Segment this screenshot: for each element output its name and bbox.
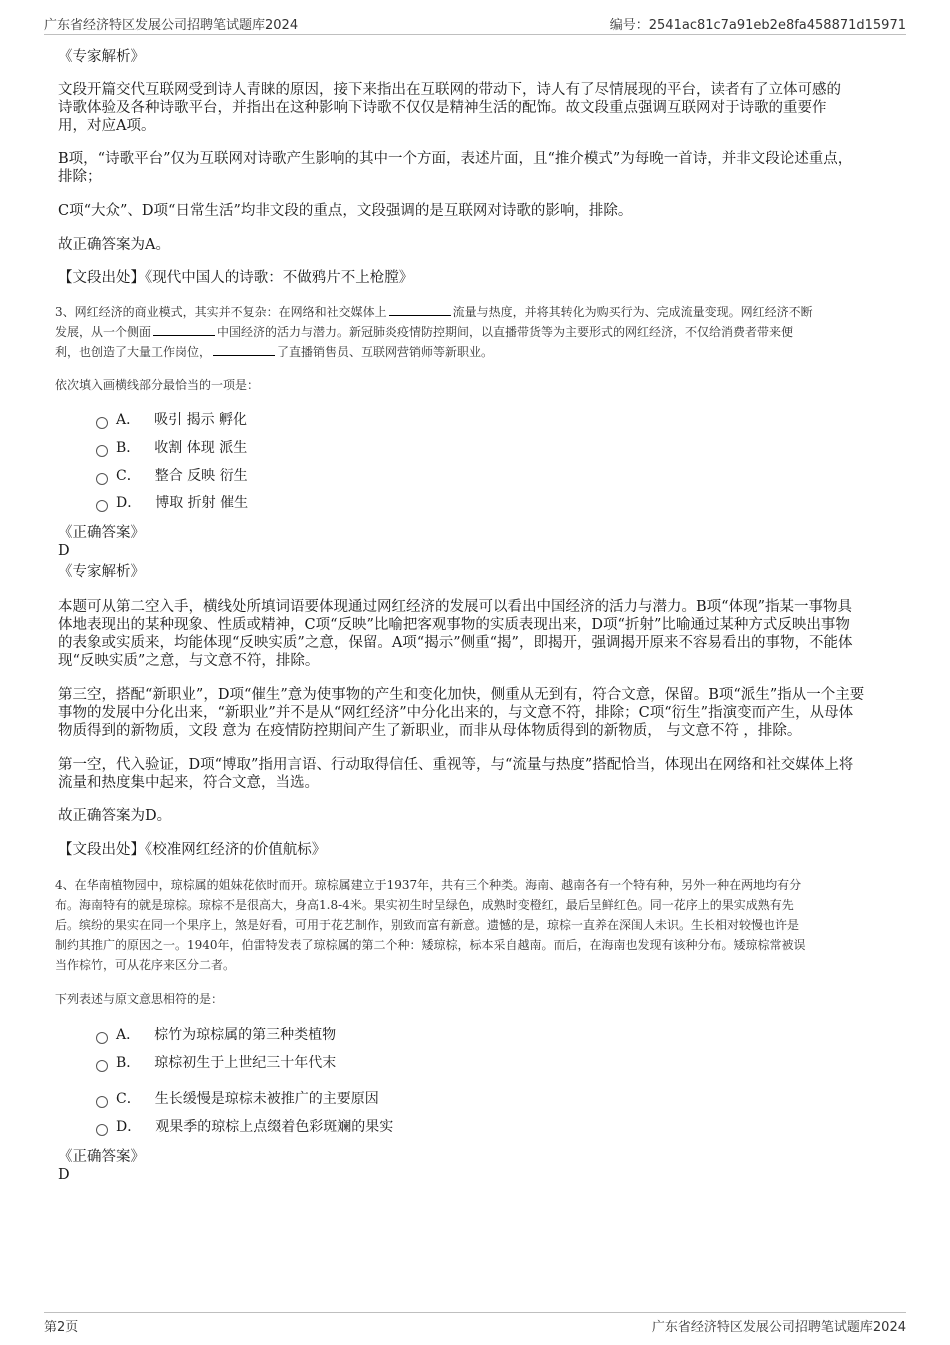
header-code: 编号：2541ac81c7a91eb2e8fa458871d15971 xyxy=(609,18,906,33)
q4-stem-line5: 当作棕竹，可从花序来区分二者。 xyxy=(55,958,236,972)
q3-analysis-p2-line2: 事物的发展中分化出来，“新职业”并不是从“网红经济”中分化出来的，与文意不符，排除；C项“衍生”指演变而产生，从母体 xyxy=(58,705,854,721)
q3-analysis-p2-line1: 第三空，搭配“新职业”，D项“催生”意为使事物的产生和变化加快，侧重从无到有，符合文意，保留。B项“派生”指从一个主要 xyxy=(58,687,865,703)
q4-answer: D xyxy=(58,1167,70,1183)
q2-analysis-p2-line1: B项，“诗歌平台”仅为互联网对诗歌产生影响的其中一个方面，表述片面，且“推介模式”为每晚一首诗，并非文段论述重点， xyxy=(58,151,853,167)
q3-answer-label: 《正确答案》 xyxy=(58,525,145,541)
q4-stem-line2: 布。海南特有的就是琼棕。琼棕不是很高大，身高1.8-4米。果实初生时呈绿色，成熟时变橙红，最后呈鲜红色。同一花序上的果实成熟有先 xyxy=(55,898,794,912)
q3-stem-line1: 3、网红经济的商业模式，其实并不复杂：在网络和社交媒体上 流量与热度，并将其转化为购买行为、完成流量变现。网红经济不断 xyxy=(55,305,813,319)
q3-analysis-p1-line4: 现“反映实质”之意，与文意不符，排除。 xyxy=(58,653,320,669)
q3-analysis-p4: 故正确答案为D。 xyxy=(58,808,172,824)
radio-icon[interactable] xyxy=(96,473,108,485)
q4-stem-line3: 后。缤纷的果实在同一个果序上，煞是好看，可用于花艺制作，别致而富有新意。遗憾的是，琼棕一直养在深闺人未识。生长相对较慢也许是 xyxy=(55,918,800,932)
fill-blank-2 xyxy=(153,323,215,336)
radio-icon[interactable] xyxy=(96,500,108,512)
q3-option-a[interactable]: A． 吸引 揭示 孵化 xyxy=(96,411,247,429)
q2-analysis-p1-line3: 用，对应A项。 xyxy=(58,118,156,134)
q2-analysis-p4: 故正确答案为A。 xyxy=(58,237,170,253)
footer-page-number: 第2页 xyxy=(44,1320,79,1335)
radio-icon[interactable] xyxy=(96,445,108,457)
q3-option-d[interactable]: D． 博取 折射 催生 xyxy=(96,494,248,512)
q3-analysis-p1-line3: 的表象或实质来，均能体现“反映实质”之意，保留。A项“揭示”侧重“揭”，即揭开，强调揭开原来不容易看出的事物，不能体 xyxy=(58,635,853,651)
q3-stem-line3: 利，也创造了大量工作岗位， 了直播销售员、互联网营销师等新职业。 xyxy=(55,345,494,359)
q3-analysis-p1-line1: 本题可从第二空入手，横线处所填词语要体现通过网红经济的发展可以看出中国经济的活力与潜力。B项“体现”指某一事物具 xyxy=(58,599,852,615)
q2-analysis-label: 《专家解析》 xyxy=(58,49,145,65)
fill-blank-1 xyxy=(389,303,451,316)
q3-analysis-p1-line2: 体地表现出的某种现象、性质或精神，C项“反映”比喻把客观事物的实质表现出来，D项“折射”比喻通过某种方式反映出事物 xyxy=(58,617,850,633)
q3-answer: D xyxy=(58,543,70,559)
q4-stem-line4: 制约其推广的原因之一。1940年，伯雷特发表了琼棕属的第二个种：矮琼棕，标本采自越南。而后，在海南也发现有该种分布。矮琼棕常被误 xyxy=(55,938,806,952)
q2-source: 【文段出处】《现代中国人的诗歌：不做鸦片不上枪膛》 xyxy=(58,270,414,286)
q4-answer-label: 《正确答案》 xyxy=(58,1149,145,1165)
q4-option-c[interactable]: C． 生长缓慢是琼棕未被推广的主要原因 xyxy=(96,1090,379,1108)
q4-prompt: 下列表述与原文意思相符的是： xyxy=(55,992,224,1006)
q3-analysis-label: 《专家解析》 xyxy=(58,564,145,580)
header-title: 广东省经济特区发展公司招聘笔试题库2024 xyxy=(44,18,299,33)
fill-blank-3 xyxy=(213,343,275,356)
page-footer xyxy=(44,1312,906,1335)
radio-icon[interactable] xyxy=(96,1124,108,1136)
radio-icon[interactable] xyxy=(96,1096,108,1108)
q4-option-b[interactable]: B． 琼棕初生于上世纪三十年代末 xyxy=(96,1054,336,1072)
q4-option-a[interactable]: A． 棕竹为琼棕属的第三种类植物 xyxy=(96,1026,336,1044)
radio-icon[interactable] xyxy=(96,1032,108,1044)
q3-option-c[interactable]: C． 整合 反映 衍生 xyxy=(96,467,248,485)
q3-analysis-p3-line2: 流量和热度集中起来，符合文意，当选。 xyxy=(58,775,319,791)
q2-analysis-p2-line2: 排除； xyxy=(58,169,102,185)
q3-analysis-p2-line3: 物质得到的新物质，文段 意为 在疫情防控期间产生了新职业，而非从母体物质得到的新物质， 与文意不符 ，排除。 xyxy=(58,723,802,739)
q3-source: 【文段出处】《校准网红经济的价值航标》 xyxy=(58,842,327,858)
q4-stem-line1: 4、在华南植物园中，琼棕属的姐妹花依时而开。琼棕属建立于1937年，共有三个种类。海南、越南各有一个特有种，另外一种在两地均有分 xyxy=(55,878,802,892)
q3-option-b[interactable]: B． 收割 体现 派生 xyxy=(96,439,247,457)
radio-icon[interactable] xyxy=(96,1060,108,1072)
q3-analysis-p3-line1: 第一空，代入验证，D项“博取”指用言语、行动取得信任、重视等，与“流量与热度”搭配恰当，体现出在网络和社交媒体上将 xyxy=(58,757,854,773)
q2-analysis-p1-line2: 诗歌体验及各种诗歌平台，并指出在这种影响下诗歌不仅仅是精神生活的配饰。故文段重点强调互联网对于诗歌的重要作 xyxy=(58,100,827,116)
footer-title: 广东省经济特区发展公司招聘笔试题库2024 xyxy=(651,1320,906,1335)
radio-icon[interactable] xyxy=(96,417,108,429)
q3-stem-line2: 发展，从一个侧面 中国经济的活力与潜力。新冠肺炎疫情防控期间，以直播带货等为主要形式的网红经济，不仅给消费者带来便 xyxy=(55,325,794,339)
q2-analysis-p3: C项“大众”、D项“日常生活”均非文段的重点，文段强调的是互联网对诗歌的影响，排除。 xyxy=(58,203,633,219)
q2-analysis-p1-line1: 文段开篇交代互联网受到诗人青睐的原因，接下来指出在互联网的带动下，诗人有了尽情展现的平台，读者有了立体可感的 xyxy=(58,82,841,98)
q3-prompt: 依次填入画横线部分最恰当的一项是： xyxy=(55,378,260,392)
page-header xyxy=(44,14,906,35)
q4-option-d[interactable]: D． 观果季的琼棕上点缀着色彩斑斓的果实 xyxy=(96,1118,393,1136)
